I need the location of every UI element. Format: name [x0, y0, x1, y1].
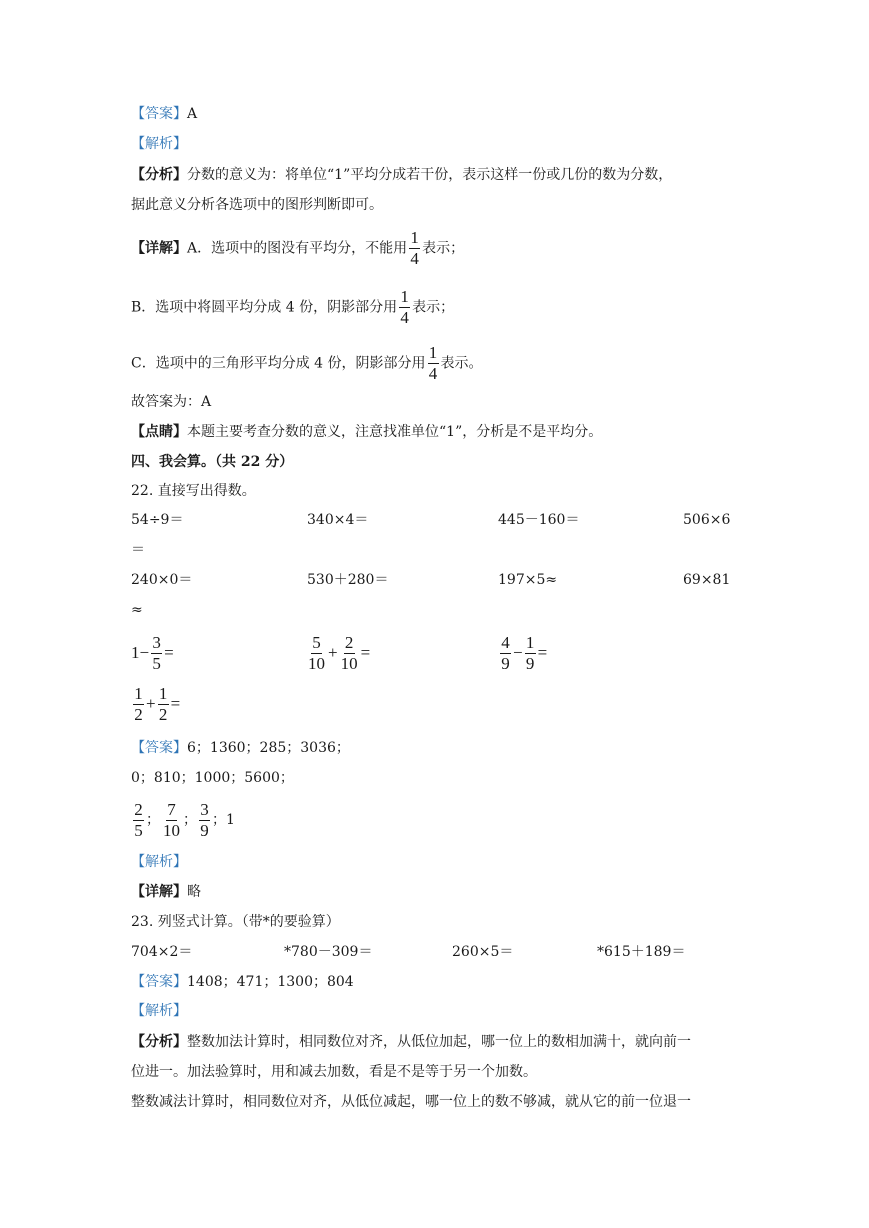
q22-answer-fractions: $\frac{2}{5}$ ； $\frac{7}{10}$ ； $\frac{3}{9}$ ；1 — [134, 799, 235, 840]
fenxi-text: 整数加法计算时，相同数位对齐，从低位加起，哪一位上的数相加满十，就向前一 — [187, 1034, 691, 1050]
xiangjie-tag: 【详解】 — [131, 240, 187, 257]
q22-analysis-tag: 【解析】 — [131, 854, 187, 870]
detail-c-text: C．选项中的三角形平均分成 4 份，阴影部分用 — [131, 355, 426, 372]
fraction-one-quarter: $\frac{1}{4}$ — [428, 343, 438, 383]
q21-analysis-tag: 【解析】 — [131, 136, 187, 152]
q21-fenxi-line2: 据此意义分析各选项中的图形判断即可。 — [131, 197, 383, 213]
q22-wrap-symbol: ≈ — [131, 602, 143, 618]
q23-fenxi-line1 — [131, 1032, 691, 1052]
fraction-one-quarter: $\frac{1}{4}$ — [400, 287, 409, 327]
q23-answer-line — [131, 972, 354, 992]
q23-item: *615＋189＝ — [597, 944, 686, 960]
fenxi-tag: 【分析】 — [131, 167, 187, 183]
fenxi-text: 分数的意义为：将单位“1”平均分成若干份，表示这样一份或几份的数为分数， — [187, 167, 673, 183]
answer-text: 1408；471；1300；804 — [187, 974, 354, 990]
q22-item: 340×4＝ — [307, 512, 369, 528]
answer-tag: 【答案】 — [131, 974, 187, 990]
q22-fraction-expr-1: 1− $\frac{3}{5}$ = — [131, 632, 174, 673]
q23-analysis-tag: 【解析】 — [131, 1003, 187, 1019]
q22-answer-line2: 0；810；1000；5600； — [131, 770, 294, 786]
q23-item: 704×2＝ — [131, 944, 193, 960]
q22-fraction-expr-2: $\frac{5}{10}$ + $\frac{2}{10}$ = — [308, 632, 371, 673]
detail-a-text: A．选项中的图没有平均分，不能用 — [187, 240, 408, 257]
q23-title: 23. 列竖式计算。（带*的要验算） — [131, 914, 340, 930]
q22-item: 197×5≈ — [498, 572, 558, 588]
q22-item: 506×6 — [683, 512, 731, 528]
q21-answer-line — [131, 104, 197, 124]
detail-a-suffix: 表示； — [422, 240, 465, 257]
q21-detail-a — [131, 229, 464, 268]
q22-fraction-expr-4: $\frac{1}{2}$ + $\frac{1}{2}$ = — [134, 683, 181, 724]
fenxi-tag: 【分析】 — [131, 1034, 187, 1050]
xiangjie-text: 略 — [187, 884, 201, 900]
q21-detail-c — [131, 344, 483, 383]
q21-dianjing — [131, 422, 602, 442]
q22-wrap-symbol: ＝ — [131, 542, 145, 558]
q23-fenxi-line3: 整数减法计算时，相同数位对齐，从低位减起，哪一位上的数不够减，就从它的前一位退一 — [131, 1094, 691, 1110]
q23-item: 260×5＝ — [452, 944, 514, 960]
answer-tag: 【答案】 — [131, 740, 187, 756]
xiangjie-tag: 【详解】 — [131, 884, 187, 900]
detail-b-text: B．选项中将圆平均分成 4 份，阴影部分用 — [131, 299, 398, 316]
answer-tag: 【答案】 — [131, 106, 187, 122]
q22-item: 54÷9＝ — [131, 512, 184, 528]
q22-item: 530＋280＝ — [307, 572, 389, 588]
q21-detail-b — [131, 288, 454, 327]
fraction-one-quarter: $\frac{1}{4}$ — [410, 228, 419, 268]
q21-conclusion: 故答案为：A — [131, 394, 212, 410]
section-title: 四、我会算。（共 22 分） — [131, 454, 294, 470]
q23-item: *780－309＝ — [284, 944, 373, 960]
q21-fenxi-line1 — [131, 165, 672, 185]
q23-fenxi-line2: 位进一。加法验算时，用和减去加数，看是不是等于另一个加数。 — [131, 1064, 537, 1080]
dianjing-tag: 【点睛】 — [131, 424, 187, 440]
q22-answer-line1 — [131, 738, 350, 758]
detail-c-suffix: 表示。 — [440, 355, 483, 372]
detail-b-suffix: 表示； — [412, 299, 455, 316]
q22-xiangjie — [131, 882, 201, 902]
q22-item: 69×81 — [683, 572, 731, 588]
q22-item: 445－160＝ — [498, 512, 580, 528]
q22-title: 22. 直接写出得数。 — [131, 483, 256, 499]
q22-item: 240×0＝ — [131, 572, 193, 588]
dianjing-text: 本题主要考查分数的意义，注意找准单位“1”，分析是不是平均分。 — [187, 424, 603, 440]
answer-text: 6；1360；285；3036； — [187, 740, 350, 756]
answer-value: A — [187, 106, 198, 122]
q22-fraction-expr-3: $\frac{4}{9}$ − $\frac{1}{9}$ = — [501, 632, 548, 673]
